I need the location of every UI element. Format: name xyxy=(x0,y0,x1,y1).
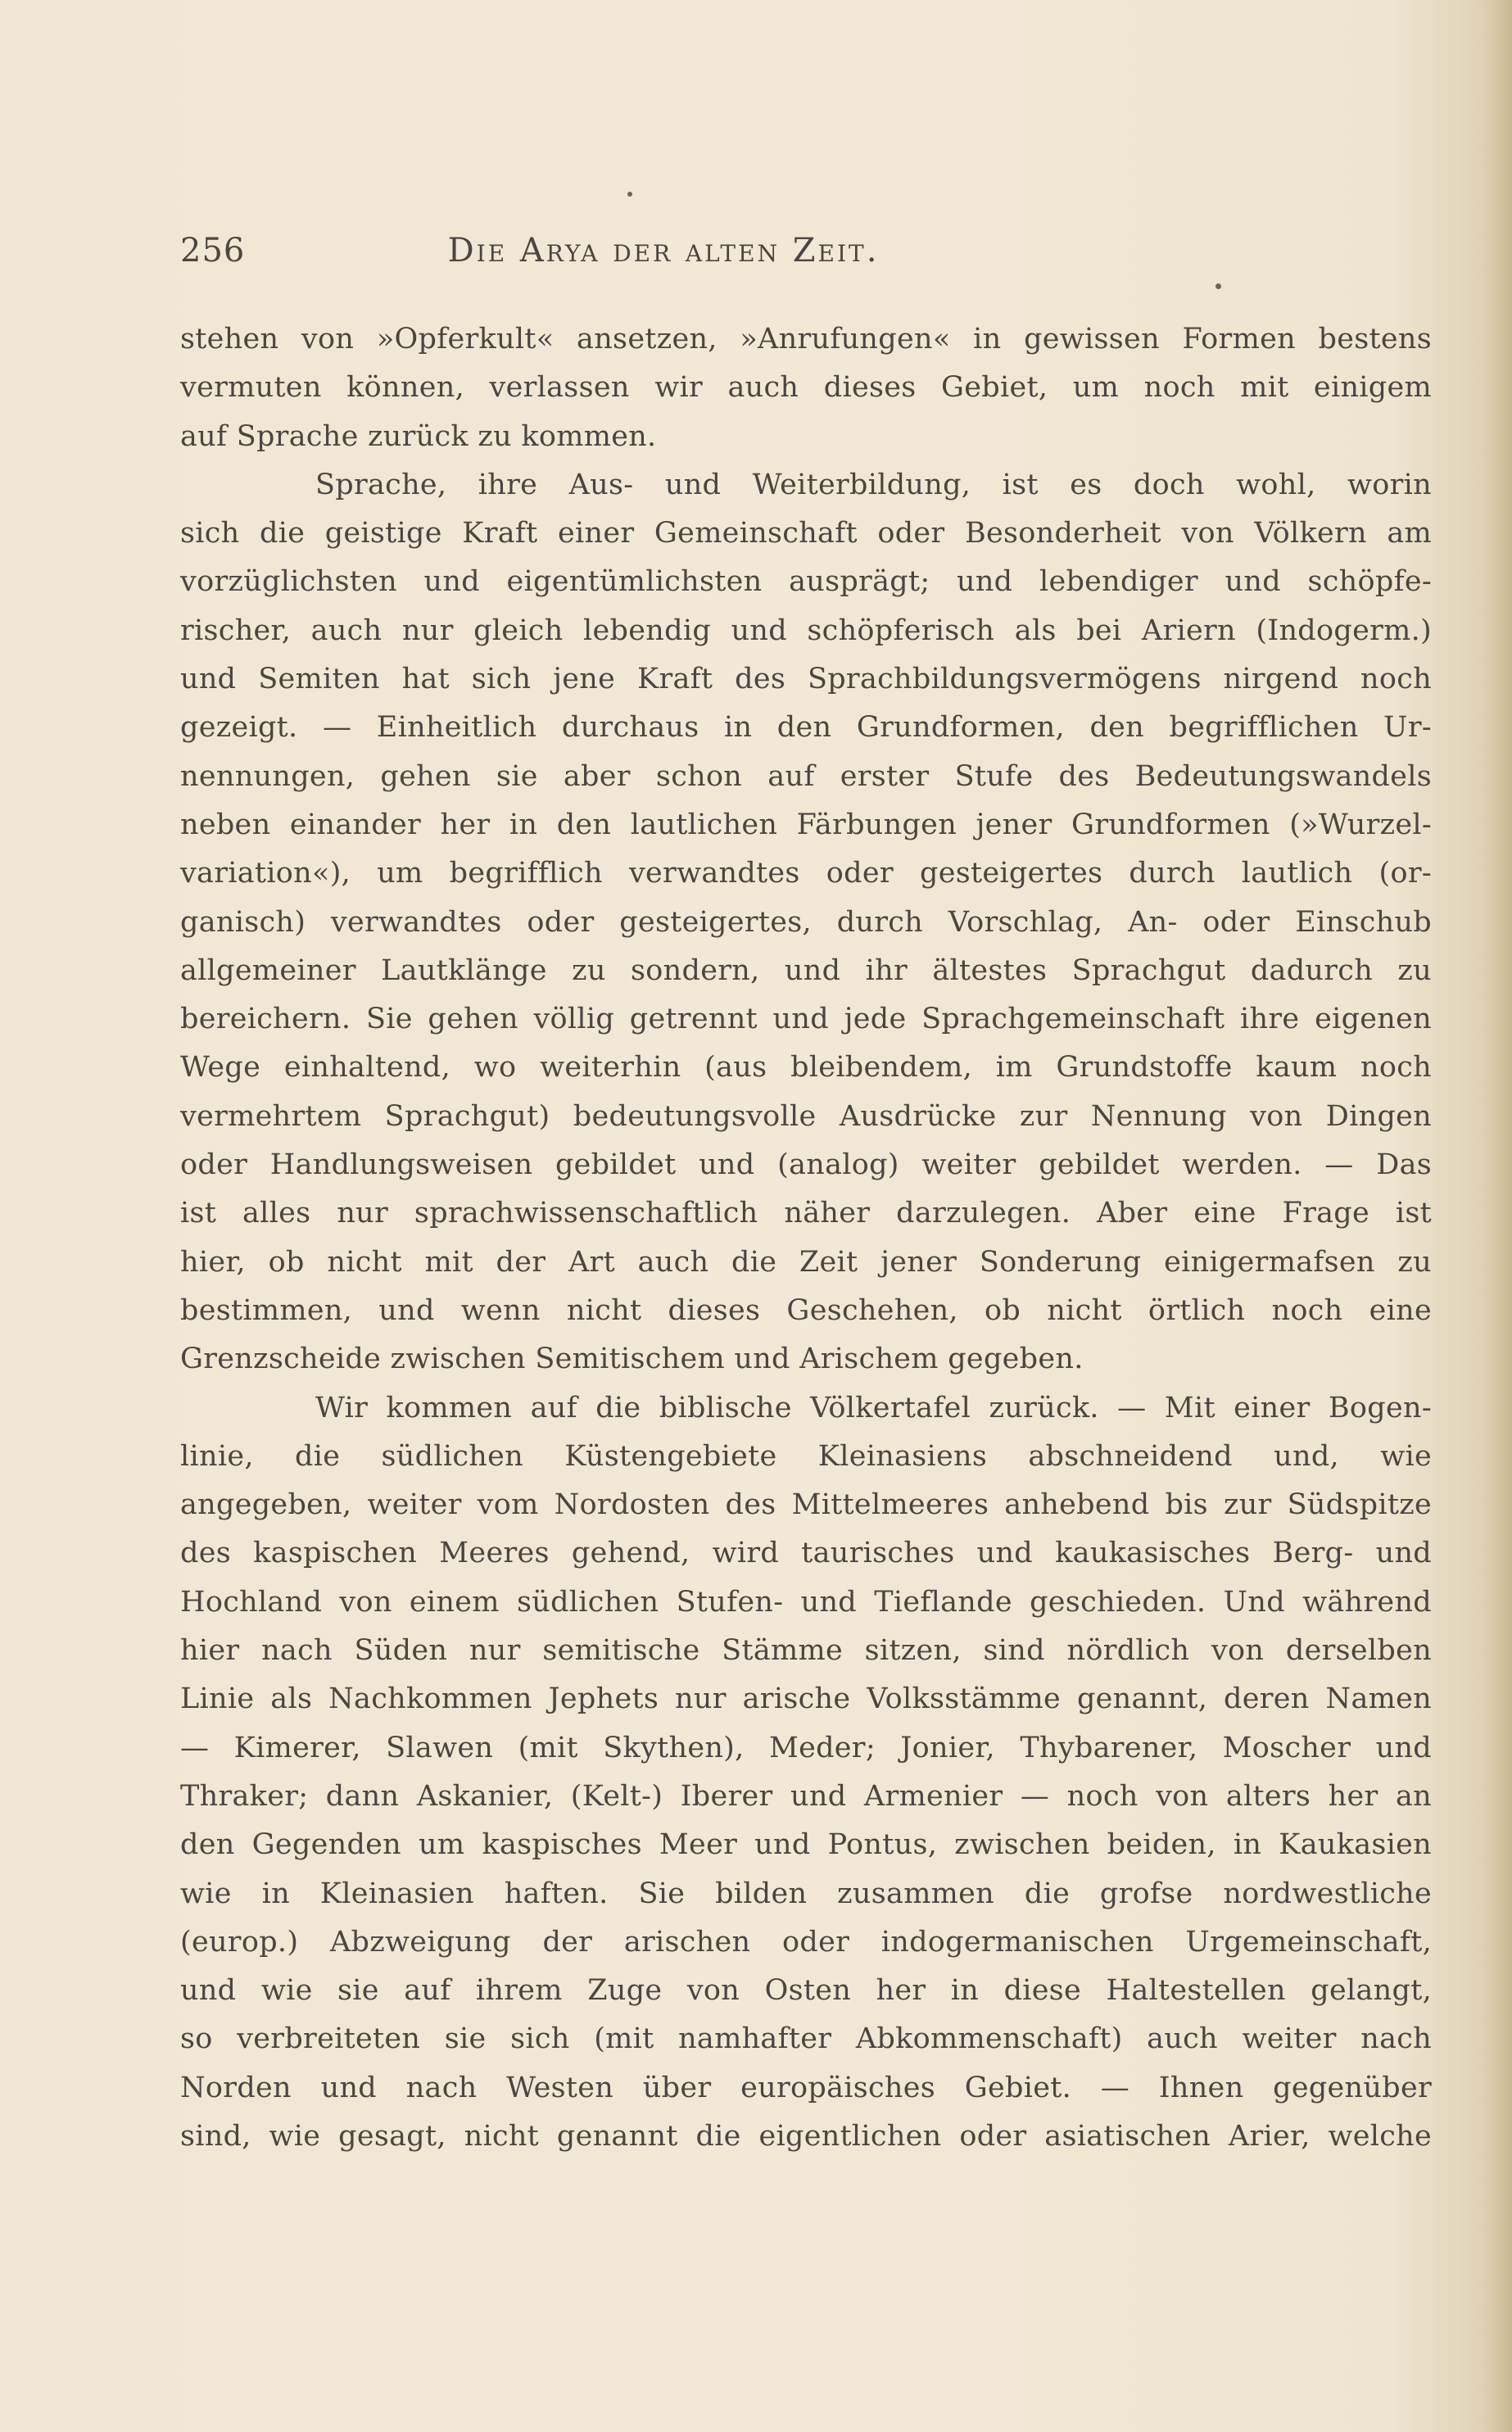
text-line: (europ.) Abzweigung der arischen oder indogermanischen Urgemeinschaft, xyxy=(180,1925,1432,1959)
text-line: Hochland von einem südlichen Stufen- und Tieflande geschieden. Und während xyxy=(180,1585,1432,1619)
running-title: Die Arya der alten Zeit. xyxy=(447,232,880,269)
text-line: nennungen, gehen sie aber schon auf erster Stufe des Bedeutungswandels xyxy=(180,759,1432,793)
speck-mark xyxy=(627,192,632,197)
text-line: angegeben, weiter vom Nordosten des Mittelmeeres anhebend bis zur Südspitze xyxy=(180,1488,1432,1522)
text-line: Wir kommen auf die biblische Völkertafel zurück. — Mit einer Bogen- xyxy=(315,1391,1432,1424)
text-line: auf Sprache zurück zu kommen. xyxy=(180,419,657,453)
text-line: wie in Kleinasien haften. Sie bilden zusammen die grofse nordwestliche xyxy=(180,1877,1432,1910)
text-line: sich die geistige Kraft einer Gemeinschaft oder Besonderheit von Völkern am xyxy=(180,517,1432,550)
text-line: vermehrtem Sprachgut) bedeutungsvolle Ausdrücke zur Nennung von Dingen xyxy=(180,1099,1432,1133)
text-line: ist alles nur sprachwissenschaftlich näher darzulegen. Aber eine Frage ist xyxy=(180,1197,1432,1230)
text-line: ganisch) verwandtes oder gesteigertes, durch Vorschlag, An- oder Einschub xyxy=(180,905,1432,939)
text-line: rischer, auch nur gleich lebendig und schöpferisch als bei Ariern (Indogerm.) xyxy=(180,614,1432,647)
text-line: variation«), um begrifflich verwandtes oder gesteigertes durch lautlich (or- xyxy=(180,857,1432,890)
text-line: des kaspischen Meeres gehend, wird taurisches und kaukasisches Berg- und xyxy=(180,1537,1432,1570)
page-edge-shadow xyxy=(1483,0,1512,2432)
text-line: Grenzscheide zwischen Semitischem und Arischem gegeben. xyxy=(180,1343,1084,1376)
text-line: hier, ob nicht mit der Art auch die Zeit jener Sonderung einigermafsen zu xyxy=(180,1245,1432,1279)
text-line: stehen von »Opferkult« ansetzen, »Anrufungen« in gewissen Formen bestens xyxy=(180,323,1432,356)
running-head xyxy=(180,232,1065,281)
text-line: bestimmen, und wenn nicht dieses Geschehen, ob nicht örtlich noch eine xyxy=(180,1293,1432,1327)
text-line: den Gegenden um kaspisches Meer und Pontus, zwischen beiden, in Kaukasien xyxy=(180,1828,1432,1862)
text-line: neben einander her in den lautlichen Färbungen jener Grundformen (»Wurzel- xyxy=(180,808,1432,841)
text-line: vermuten können, verlassen wir auch dieses Gebiet, um noch mit einigem xyxy=(180,371,1432,405)
text-line: vorzüglichsten und eigentümlichsten ausprägt; und lebendiger und schöpfe- xyxy=(180,565,1432,599)
page-number: 256 xyxy=(180,232,246,269)
text-line: Thraker; dann Askanier, (Kelt-) Iberer und Armenier — noch von alters her an xyxy=(180,1779,1432,1813)
text-line: gezeigt. — Einheitlich durchaus in den Grundformen, den begrifflichen Ur- xyxy=(180,711,1432,745)
text-line: bereichern. Sie gehen völlig getrennt und jede Sprachgemeinschaft ihre eigenen xyxy=(180,1003,1432,1036)
text-line: Wege einhaltend, wo weiterhin (aus bleibendem, im Grundstoffe kaum noch xyxy=(180,1051,1432,1085)
text-line: linie, die südlichen Küstengebiete Kleinasiens abschneidend und, wie xyxy=(180,1439,1432,1473)
text-line: allgemeiner Lautklänge zu sondern, und ihr ältestes Sprachgut dadurch zu xyxy=(180,953,1432,987)
text-line: oder Handlungsweisen gebildet und (analog) weiter gebildet werden. — Das xyxy=(180,1148,1432,1182)
speck-mark xyxy=(1215,283,1221,289)
text-line: Linie als Nachkommen Jephets nur arische Volksstämme genannt, deren Namen xyxy=(180,1682,1432,1716)
body-text xyxy=(180,315,1432,2161)
text-line: Sprache, ihre Aus- und Weiterbildung, ist es doch wohl, worin xyxy=(315,468,1432,501)
text-line: und Semiten hat sich jene Kraft des Sprachbildungsvermögens nirgend noch xyxy=(180,663,1432,696)
text-line: und wie sie auf ihrem Zuge von Osten her in diese Haltestellen gelangt, xyxy=(180,1974,1432,2008)
text-line: — Kimerer, Slawen (mit Skythen), Meder; Jonier, Thybarener, Moscher und xyxy=(180,1731,1432,1764)
text-line: so verbreiteten sie sich (mit namhafter Abkommenschaft) auch weiter nach xyxy=(180,2022,1432,2056)
text-line: Norden und nach Westen über europäisches Gebiet. — Ihnen gegenüber xyxy=(180,2071,1432,2104)
text-line: hier nach Süden nur semitische Stämme sitzen, sind nördlich von derselben xyxy=(180,1634,1432,1668)
text-line: sind, wie gesagt, nicht genannt die eigentlichen oder asiatischen Arier, welche xyxy=(180,2119,1432,2153)
